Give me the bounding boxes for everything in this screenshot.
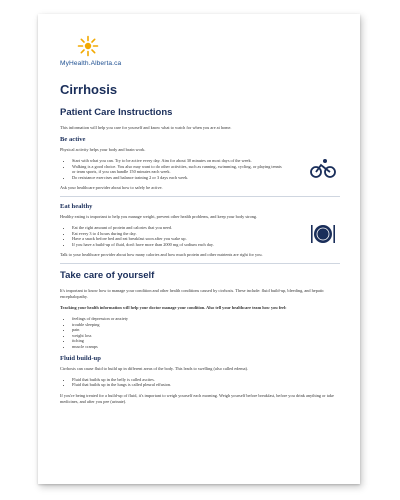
list-item: • Eat every 3 to 4 hours during the day.: [72, 231, 282, 237]
section-tail: If you're being treated for a build-up of fluid, it's important to weigh yourself each morning. Weigh yourself before breakfast, before you drink anything or take medicines, and after you pee (urinate).: [60, 392, 334, 404]
list-item: • Eat the right amount of protein and calories that you need.: [72, 225, 282, 231]
section-tail: Talk to your healthcare provider about how many calories and how much protein and other nutrients are right for you.: [60, 252, 263, 258]
bullet-list: [60, 377, 340, 388]
document-page: [38, 14, 360, 484]
list-item: • Start with what you can. Try to be active every day. Aim for about 30 minutes on most days of the week.: [72, 158, 282, 164]
list-item: • muscle cramps: [72, 344, 340, 350]
divider: [60, 196, 340, 197]
section-tail: Ask your healthcare provider about how to safely be active.: [60, 185, 163, 191]
section-fluid: [60, 355, 340, 405]
list-item: • Do resistance exercises and balance training 2 or 3 days each week.: [72, 175, 282, 181]
section-heading: Be active: [60, 136, 86, 143]
section-lead: It's important to know how to manage your condition and other health conditions caused by cirrhosis. These include: fluid build-up, bleeding, and hepatic encephalopathy.: [60, 287, 325, 299]
bullet-list: [60, 158, 282, 180]
sun-logo-icon: [76, 34, 100, 58]
section-be-active: [60, 136, 340, 191]
list-item: • Fluid that builds up in the lungs is called pleural effusion.: [72, 382, 340, 388]
list-item: • trouble sleeping: [72, 322, 340, 328]
document-content: [60, 34, 340, 410]
list-item: • itching: [72, 338, 340, 344]
section-eat-healthy: [60, 203, 340, 258]
list-item: • weight loss: [72, 333, 340, 339]
section-lead: Cirrhosis can cause fluid to build up in different areas of the body. This leads to swelling (also called edema).: [60, 365, 248, 371]
section-lead: Physical activity helps your body and brain work.: [60, 147, 146, 152]
section-lead-bold: Tracking your health information will help your doctor manage your condition. Also tell your healthcare team how you feel:: [60, 304, 287, 310]
page-subtitle: Patient Care Instructions: [60, 107, 173, 118]
list-item: • Have a snack before bed and eat breakfast soon after you wake up.: [72, 236, 282, 242]
bullet-list: [60, 225, 282, 247]
section-heading: Eat healthy: [60, 202, 93, 210]
section-heading: Fluid build-up: [60, 354, 101, 362]
list-item: • pain: [72, 327, 340, 333]
list-item: • feelings of depression or anxiety: [72, 316, 340, 322]
logo: [60, 34, 340, 70]
section-lead: Healthy eating is important to help you manage weight, prevent other health problems, and keep your body strong.: [60, 213, 258, 219]
cycling-icon: [310, 158, 336, 178]
divider: [60, 263, 340, 264]
section-take-care: [60, 270, 340, 350]
list-item: • If you have a build-up of fluid, don't have more than 2000 mg of sodium each day.: [72, 242, 282, 248]
page-title: Cirrhosis: [60, 82, 118, 97]
bullet-list: [60, 316, 340, 350]
section-heading: Take care of yourself: [60, 269, 155, 281]
list-item: • Walking is a good choice. You also may want to do other activities, such as running, swimming, cycling, or playing tennis or team sports, if you can handle 150 minutes each week.: [72, 164, 282, 175]
list-item: • Fluid that builds up in the belly is called ascites.: [72, 377, 340, 383]
plate-fork-knife-icon: [310, 221, 336, 247]
logo-text: MyHealth.Alberta.ca: [60, 60, 122, 67]
intro-text: This information will help you care for yourself and know what to watch for when you are at home.: [60, 125, 232, 130]
